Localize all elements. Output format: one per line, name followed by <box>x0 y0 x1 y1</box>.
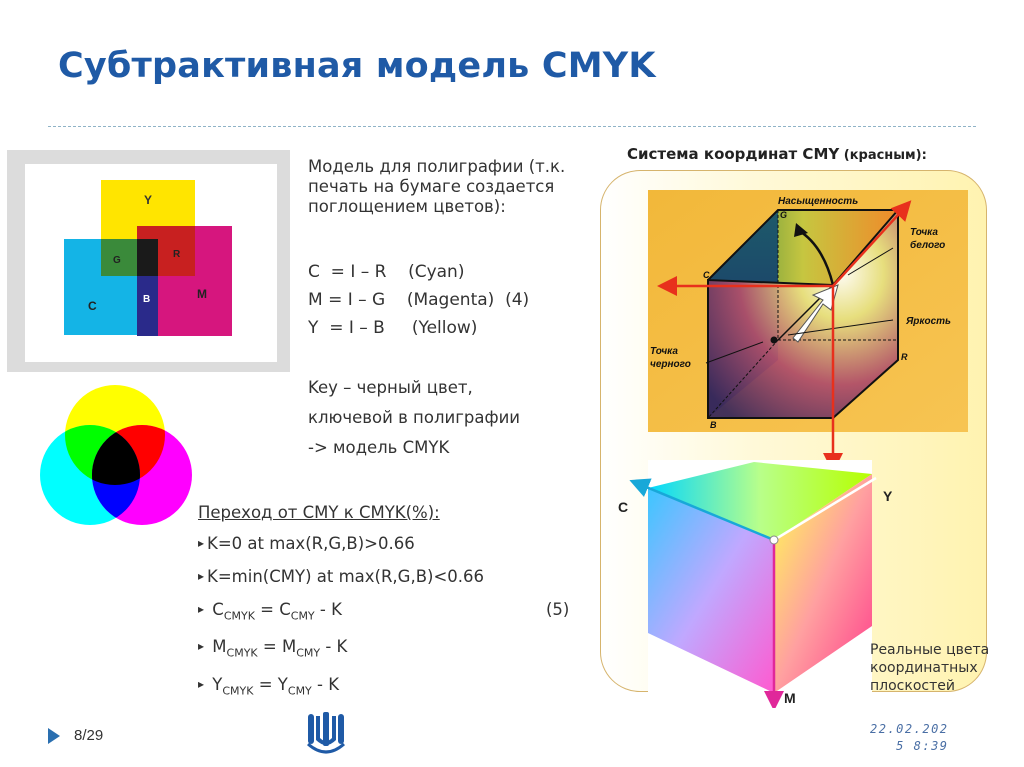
intro-line: печать на бумаге создается <box>308 177 555 196</box>
label-black-2: черного <box>650 359 691 370</box>
page-number: 8/29 <box>74 727 104 744</box>
caption-line: плоскостей <box>870 678 955 694</box>
transition-block <box>198 497 578 706</box>
right-panel-heading <box>627 145 927 163</box>
rule-5 <box>198 669 578 706</box>
formula-block <box>308 258 529 342</box>
lower-label-c: C <box>618 499 629 515</box>
c-sub2: CMY <box>290 609 315 623</box>
key-line: Key – черный цвет, <box>308 378 473 397</box>
label-cube-g: G <box>780 210 788 220</box>
caption-line: Реальные цвета <box>870 642 990 658</box>
label-b: B <box>143 294 151 305</box>
cmy-axes-svg <box>650 190 980 480</box>
cube-caption <box>870 641 989 695</box>
y-rest: - K <box>311 674 340 694</box>
y-main: Y <box>212 674 223 694</box>
c-sub: CMYK <box>223 609 255 623</box>
title-divider <box>48 126 976 127</box>
key-line: ключевой в полиграфии <box>308 408 521 427</box>
label-r: R <box>173 249 181 260</box>
axis-y-line <box>833 204 908 286</box>
m-eq: = M <box>257 637 297 657</box>
rule-3 <box>198 594 578 631</box>
key-line: -> модель CMYK <box>308 438 450 457</box>
rule-2 <box>198 561 578 594</box>
intro-line: поглощением цветов): <box>308 197 506 216</box>
formula-magenta: M = I – G (Magenta) (4) <box>308 290 530 310</box>
label-cube-r: R <box>901 352 908 362</box>
y-sub: CMYK <box>222 683 254 697</box>
rule-1 <box>198 528 578 561</box>
caption-line: координатных <box>870 660 978 676</box>
label-m: M <box>197 287 207 301</box>
color-cube-image <box>614 458 884 708</box>
lower-label-m: M <box>784 690 796 706</box>
slide-date <box>870 721 949 755</box>
slide-title: Субтрактивная модель CMYK <box>58 46 656 86</box>
rule-4 <box>198 631 578 668</box>
label-cube-c: C <box>703 270 710 280</box>
label-white-1: Точка <box>910 227 938 238</box>
label-g: G <box>113 255 121 266</box>
y-eq: = Y <box>253 674 288 694</box>
m-sub: CMYK <box>226 646 258 660</box>
lower-label-y: Y <box>883 488 893 504</box>
m-rest: - K <box>320 637 348 657</box>
m-main: M <box>212 637 227 657</box>
cmy-circles-svg <box>35 385 200 535</box>
label-cube-b: B <box>710 420 717 430</box>
cmy-circles-image <box>35 385 200 535</box>
key-text <box>308 373 520 463</box>
rule-1-text: K=0 at max(R,G,B)>0.66 <box>207 534 415 553</box>
label-y: Y <box>144 193 153 207</box>
intro-text <box>308 157 565 217</box>
heading-small: (красным): <box>839 148 927 163</box>
c-main: C <box>212 600 224 619</box>
label-c: C <box>88 299 97 313</box>
c-rest: - K <box>314 600 342 619</box>
formula-cyan: C = I – R (Cyan) <box>308 262 465 282</box>
formula-yellow: Y = I – B (Yellow) <box>308 318 478 338</box>
c-eq: = C <box>254 600 291 619</box>
rule-2-text: K=min(CMY) at max(R,G,B)<0.66 <box>207 567 485 586</box>
m-sub2: CMY <box>296 646 321 660</box>
previous-slide-icon[interactable] <box>46 727 62 750</box>
equation-number: (5) <box>546 600 570 619</box>
label-saturation: Насыщенность <box>778 196 859 207</box>
transition-title: Переход от CMY к CMYK(%): <box>198 503 440 522</box>
intro-line: Модель для полиграфии (т.к. <box>308 157 566 176</box>
heading-bold: Система координат CMY <box>627 145 840 163</box>
cmy-overlap-image <box>7 150 290 372</box>
date-line-1: 22.02.202 <box>870 722 949 736</box>
label-black-1: Точка <box>650 346 678 357</box>
date-line-2: 5 8:39 <box>896 739 949 753</box>
label-brightness: Яркость <box>906 316 951 327</box>
y-sub2: CMY <box>287 683 312 697</box>
cmy-overlap-svg <box>7 150 290 372</box>
university-logo-icon <box>306 710 346 761</box>
label-white-2: белого <box>910 240 946 251</box>
color-cube-svg <box>614 458 884 708</box>
